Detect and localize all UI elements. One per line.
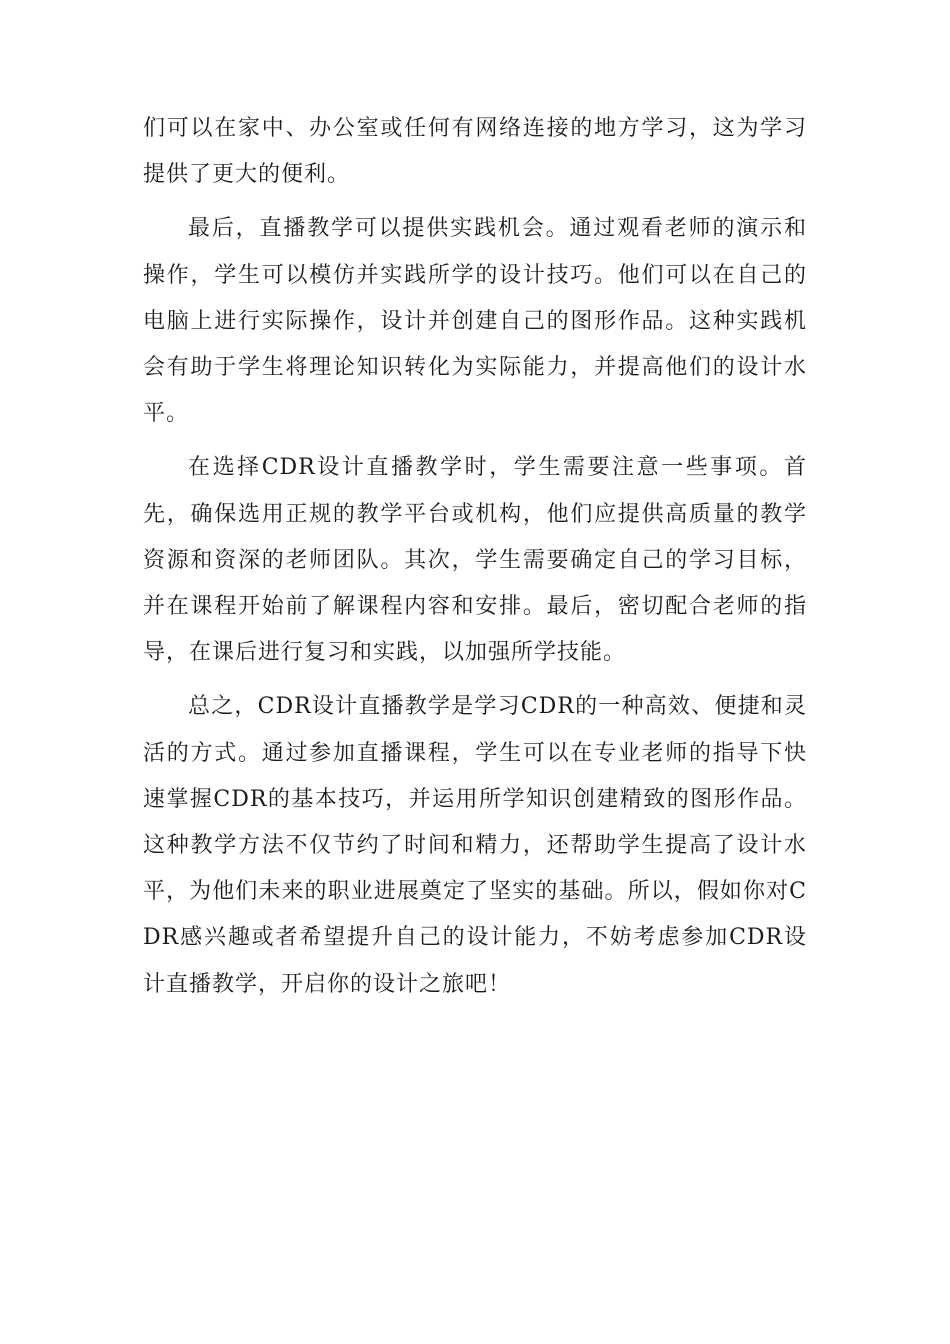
paragraph-conclusion: 总之，CDR设计直播教学是学习CDR的一种高效、便捷和灵活的方式。通过参加直播课程，学生可以在专业老师的指导下快速掌握CDR的基本技巧，并运用所学知识创建精致的图形作品。这种教学方法不仅节约了时间和精力，还帮助学生提高了设计水平，为他们未来的职业进展奠定了坚实的基础。所以，假如你对CDR感兴趣或者希望提升自己的设计能力，不妨考虑参加CDR设计直播教学，开启你的设计之旅吧！ — [143, 694, 807, 997]
paragraph-continuation: 们可以在家中、办公室或任何有网络连接的地方学习，这为学习提供了更大的便利。 — [143, 116, 807, 188]
document-body — [143, 106, 807, 1016]
paragraph-precautions: 在选择CDR设计直播教学时，学生需要注意一些事项。首先，确保选用正规的教学平台或机构，他们应提供高质量的教学资源和资深的老师团队。其次，学生需要确定自己的学习目标，并在课程开始前了解课程内容和安排。最后，密切配合老师的指导，在课后进行复习和实践，以加强所学技能。 — [143, 455, 807, 666]
paragraph-practice: 最后，直播教学可以提供实践机会。通过观看老师的演示和操作，学生可以模仿并实践所学的设计技巧。他们可以在自己的电脑上进行实际操作，设计并创建自己的图形作品。这种实践机会有助于学生将理论知识转化为实际能力，并提高他们的设计水平。 — [143, 216, 807, 427]
